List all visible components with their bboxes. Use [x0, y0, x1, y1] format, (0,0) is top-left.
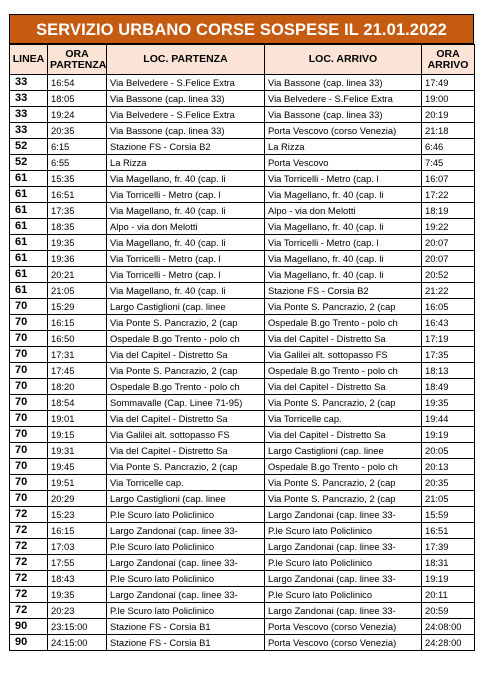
- cell-loc-partenza: Via Bassone (cap. linea 33): [107, 123, 265, 139]
- cell-ora-arrivo: 17:39: [422, 539, 475, 555]
- cell-loc-arrivo: Via Ponte S. Pancrazio, 2 (cap: [265, 491, 422, 507]
- cell-loc-partenza: Sommavalle (Cap. Linee 71-95): [107, 395, 265, 411]
- cell-linea: 61: [10, 171, 48, 187]
- cell-loc-arrivo: Ospedale B.go Trento - polo ch: [265, 315, 422, 331]
- cell-loc-partenza: Via Magellano, fr. 40 (cap. li: [107, 203, 265, 219]
- cell-ora-arrivo: 17:35: [422, 347, 475, 363]
- cell-loc-arrivo: Via Magellano, fr. 40 (cap. li: [265, 187, 422, 203]
- cell-ora-partenza: 16:50: [48, 331, 107, 347]
- cell-ora-arrivo: 21:05: [422, 491, 475, 507]
- table-row: [10, 427, 475, 443]
- cell-ora-partenza: 17:55: [48, 555, 107, 571]
- cell-ora-arrivo: 16:05: [422, 299, 475, 315]
- table-row: [10, 555, 475, 571]
- table-row: [10, 75, 475, 91]
- cell-ora-partenza: 20:21: [48, 267, 107, 283]
- table-row: [10, 219, 475, 235]
- cell-linea: 52: [10, 155, 48, 171]
- cell-linea: 61: [10, 219, 48, 235]
- cell-loc-arrivo: Porta Vescovo (corso Venezia): [265, 619, 422, 635]
- cell-linea: 70: [10, 299, 48, 315]
- cell-ora-partenza: 18:54: [48, 395, 107, 411]
- cell-ora-partenza: 19:35: [48, 235, 107, 251]
- cell-ora-arrivo: 20:13: [422, 459, 475, 475]
- table-row: [10, 379, 475, 395]
- cell-loc-partenza: Via Ponte S. Pancrazio, 2 (cap: [107, 363, 265, 379]
- cell-ora-partenza: 19:24: [48, 107, 107, 123]
- table-row: [10, 283, 475, 299]
- cell-ora-arrivo: 20:35: [422, 475, 475, 491]
- cell-ora-partenza: 21:05: [48, 283, 107, 299]
- table-row: [10, 491, 475, 507]
- cell-ora-arrivo: 17:49: [422, 75, 475, 91]
- cell-ora-arrivo: 19:00: [422, 91, 475, 107]
- table-row: [10, 299, 475, 315]
- schedule-document: [9, 14, 474, 651]
- cell-loc-partenza: Stazione FS - Corsia B1: [107, 619, 265, 635]
- cell-loc-arrivo: Via Ponte S. Pancrazio, 2 (cap: [265, 395, 422, 411]
- cell-ora-arrivo: 6:46: [422, 139, 475, 155]
- cell-loc-partenza: Alpo - via don Melotti: [107, 219, 265, 235]
- table-row: [10, 395, 475, 411]
- cell-ora-arrivo: 7:45: [422, 155, 475, 171]
- cell-loc-arrivo: Via Magellano, fr. 40 (cap. li: [265, 251, 422, 267]
- cell-ora-arrivo: 19:19: [422, 427, 475, 443]
- cell-loc-partenza: Largo Castiglioni (cap. linee: [107, 299, 265, 315]
- cell-ora-arrivo: 17:22: [422, 187, 475, 203]
- cell-ora-arrivo: 20:59: [422, 603, 475, 619]
- cell-loc-partenza: P.le Scuro lato Policlinico: [107, 539, 265, 555]
- table-row: [10, 107, 475, 123]
- cell-ora-arrivo: 18:31: [422, 555, 475, 571]
- cell-ora-arrivo: 20:07: [422, 251, 475, 267]
- cell-loc-arrivo: Via Ponte S. Pancrazio, 2 (cap: [265, 475, 422, 491]
- cell-linea: 72: [10, 603, 48, 619]
- table-row: [10, 619, 475, 635]
- cell-loc-partenza: P.le Scuro lato Policlinico: [107, 571, 265, 587]
- cell-ora-arrivo: 18:13: [422, 363, 475, 379]
- cell-linea: 90: [10, 619, 48, 635]
- cell-loc-partenza: Via Belvedere - S.Felice Extra: [107, 107, 265, 123]
- cell-linea: 70: [10, 395, 48, 411]
- cell-ora-arrivo: 20:11: [422, 587, 475, 603]
- cell-ora-arrivo: 24:28:00: [422, 635, 475, 651]
- cell-loc-arrivo: Via Torricelli - Metro (cap. l: [265, 235, 422, 251]
- cell-ora-partenza: 20:23: [48, 603, 107, 619]
- cell-ora-partenza: 23:15:00: [48, 619, 107, 635]
- cell-linea: 70: [10, 491, 48, 507]
- cell-linea: 70: [10, 363, 48, 379]
- cell-loc-arrivo: Largo Castiglioni (cap. linee: [265, 443, 422, 459]
- table-row: [10, 91, 475, 107]
- cell-loc-partenza: Via Ponte S. Pancrazio, 2 (cap: [107, 459, 265, 475]
- cell-ora-partenza: 18:35: [48, 219, 107, 235]
- cell-linea: 70: [10, 379, 48, 395]
- cell-linea: 72: [10, 555, 48, 571]
- cell-loc-arrivo: Porta Vescovo (corso Venezia): [265, 123, 422, 139]
- cell-ora-partenza: 17:45: [48, 363, 107, 379]
- document-title: SERVIZIO URBANO CORSE SOSPESE IL 21.01.2022: [9, 14, 474, 44]
- cell-loc-partenza: Via Galilei alt. sottopasso FS: [107, 427, 265, 443]
- cell-loc-partenza: Stazione FS - Corsia B1: [107, 635, 265, 651]
- table-row: [10, 635, 475, 651]
- cell-loc-partenza: Via Torricelli - Metro (cap. l: [107, 267, 265, 283]
- header-loc-partenza: LOC. PARTENZA: [107, 45, 265, 75]
- cell-ora-partenza: 19:15: [48, 427, 107, 443]
- cell-loc-arrivo: P.le Scuro lato Policlinico: [265, 523, 422, 539]
- table-row: [10, 507, 475, 523]
- cell-loc-partenza: Largo Zandonai (cap. linee 33-: [107, 555, 265, 571]
- cell-ora-partenza: 18:20: [48, 379, 107, 395]
- table-row: [10, 443, 475, 459]
- cell-loc-partenza: Via Magellano, fr. 40 (cap. li: [107, 171, 265, 187]
- cell-loc-arrivo: Via Magellano, fr. 40 (cap. li: [265, 267, 422, 283]
- cell-ora-partenza: 19:45: [48, 459, 107, 475]
- cell-ora-arrivo: 16:51: [422, 523, 475, 539]
- cell-ora-arrivo: 16:07: [422, 171, 475, 187]
- table-row: [10, 587, 475, 603]
- table-row: [10, 235, 475, 251]
- cell-loc-arrivo: Largo Zandonai (cap. linee 33-: [265, 603, 422, 619]
- table-row: [10, 539, 475, 555]
- cell-linea: 52: [10, 139, 48, 155]
- cell-linea: 33: [10, 107, 48, 123]
- cell-linea: 72: [10, 507, 48, 523]
- cell-ora-partenza: 16:51: [48, 187, 107, 203]
- cell-loc-arrivo: Via Torricelli - Metro (cap. l: [265, 171, 422, 187]
- cell-loc-partenza: Via Bassone (cap. linea 33): [107, 91, 265, 107]
- cell-loc-arrivo: Ospedale B.go Trento - polo ch: [265, 459, 422, 475]
- cell-ora-partenza: 15:35: [48, 171, 107, 187]
- cell-ora-arrivo: 16:43: [422, 315, 475, 331]
- cell-loc-partenza: Via del Capitel - Distretto Sa: [107, 347, 265, 363]
- cell-ora-partenza: 19:31: [48, 443, 107, 459]
- suspended-runs-table: [9, 44, 475, 651]
- cell-loc-arrivo: Ospedale B.go Trento - polo ch: [265, 363, 422, 379]
- cell-ora-arrivo: 19:22: [422, 219, 475, 235]
- cell-linea: 33: [10, 91, 48, 107]
- cell-ora-partenza: 18:43: [48, 571, 107, 587]
- table-row: [10, 123, 475, 139]
- cell-loc-partenza: Stazione FS - Corsia B2: [107, 139, 265, 155]
- cell-ora-partenza: 20:35: [48, 123, 107, 139]
- cell-ora-partenza: 6:15: [48, 139, 107, 155]
- cell-ora-arrivo: 20:52: [422, 267, 475, 283]
- cell-linea: 70: [10, 411, 48, 427]
- cell-linea: 61: [10, 283, 48, 299]
- cell-loc-partenza: Via Torricelli - Metro (cap. l: [107, 187, 265, 203]
- cell-loc-partenza: Ospedale B.go Trento - polo ch: [107, 379, 265, 395]
- cell-loc-partenza: Via Torricelli - Metro (cap. l: [107, 251, 265, 267]
- cell-ora-arrivo: 24:08:00: [422, 619, 475, 635]
- cell-ora-partenza: 17:03: [48, 539, 107, 555]
- table-row: [10, 347, 475, 363]
- cell-ora-arrivo: 21:18: [422, 123, 475, 139]
- cell-ora-arrivo: 20:19: [422, 107, 475, 123]
- cell-linea: 70: [10, 347, 48, 363]
- table-row: [10, 331, 475, 347]
- cell-loc-partenza: Via del Capitel - Distretto Sa: [107, 411, 265, 427]
- table-header-row: [10, 45, 475, 75]
- cell-linea: 33: [10, 75, 48, 91]
- cell-loc-arrivo: P.le Scuro lato Policlinico: [265, 555, 422, 571]
- cell-loc-arrivo: Via Torricelle cap.: [265, 411, 422, 427]
- table-row: [10, 155, 475, 171]
- cell-loc-partenza: La Rizza: [107, 155, 265, 171]
- cell-linea: 61: [10, 203, 48, 219]
- cell-loc-partenza: Via Magellano, fr. 40 (cap. li: [107, 283, 265, 299]
- cell-loc-partenza: Via Ponte S. Pancrazio, 2 (cap: [107, 315, 265, 331]
- cell-ora-arrivo: 18:19: [422, 203, 475, 219]
- cell-loc-arrivo: Porta Vescovo: [265, 155, 422, 171]
- cell-loc-partenza: Via Magellano, fr. 40 (cap. li: [107, 235, 265, 251]
- table-row: [10, 603, 475, 619]
- cell-ora-partenza: 19:35: [48, 587, 107, 603]
- header-ora-arrivo: ORA ARRIVO: [422, 45, 475, 75]
- cell-linea: 33: [10, 123, 48, 139]
- cell-ora-partenza: 17:31: [48, 347, 107, 363]
- cell-loc-arrivo: Via Galilei alt. sottopasso FS: [265, 347, 422, 363]
- table-row: [10, 411, 475, 427]
- cell-linea: 61: [10, 267, 48, 283]
- cell-ora-partenza: 15:29: [48, 299, 107, 315]
- table-row: [10, 475, 475, 491]
- cell-ora-partenza: 19:36: [48, 251, 107, 267]
- table-row: [10, 363, 475, 379]
- cell-loc-partenza: Via Torricelle cap.: [107, 475, 265, 491]
- header-linea: LINEA: [10, 45, 48, 75]
- cell-ora-arrivo: 17:19: [422, 331, 475, 347]
- table-row: [10, 315, 475, 331]
- cell-loc-partenza: P.le Scuro lato Policlinico: [107, 507, 265, 523]
- table-row: [10, 267, 475, 283]
- cell-loc-partenza: Largo Castiglioni (cap. linee: [107, 491, 265, 507]
- cell-loc-arrivo: P.le Scuro lato Policlinico: [265, 587, 422, 603]
- cell-loc-arrivo: Via Bassone (cap. linea 33): [265, 75, 422, 91]
- cell-ora-partenza: 16:54: [48, 75, 107, 91]
- cell-loc-arrivo: La Rizza: [265, 139, 422, 155]
- cell-loc-partenza: Via del Capitel - Distretto Sa: [107, 443, 265, 459]
- cell-ora-arrivo: 15:59: [422, 507, 475, 523]
- cell-ora-partenza: 16:15: [48, 523, 107, 539]
- cell-linea: 70: [10, 459, 48, 475]
- cell-loc-arrivo: Via Magellano, fr. 40 (cap. li: [265, 219, 422, 235]
- cell-linea: 70: [10, 315, 48, 331]
- cell-linea: 70: [10, 475, 48, 491]
- cell-loc-arrivo: Via del Capitel - Distretto Sa: [265, 427, 422, 443]
- cell-loc-arrivo: Largo Zandonai (cap. linee 33-: [265, 571, 422, 587]
- cell-ora-arrivo: 20:05: [422, 443, 475, 459]
- header-loc-arrivo: LOC. ARRIVO: [265, 45, 422, 75]
- cell-linea: 72: [10, 523, 48, 539]
- cell-loc-arrivo: Via Belvedere - S.Felice Extra: [265, 91, 422, 107]
- cell-ora-arrivo: 18:49: [422, 379, 475, 395]
- cell-linea: 61: [10, 235, 48, 251]
- cell-loc-arrivo: Stazione FS - Corsia B2: [265, 283, 422, 299]
- cell-loc-partenza: Largo Zandonai (cap. linee 33-: [107, 587, 265, 603]
- table-row: [10, 171, 475, 187]
- table-row: [10, 571, 475, 587]
- cell-loc-arrivo: Largo Zandonai (cap. linee 33-: [265, 507, 422, 523]
- cell-linea: 72: [10, 539, 48, 555]
- cell-loc-arrivo: Porta Vescovo (corso Venezia): [265, 635, 422, 651]
- table-row: [10, 139, 475, 155]
- cell-loc-arrivo: Largo Zandonai (cap. linee 33-: [265, 539, 422, 555]
- cell-loc-partenza: Via Belvedere - S.Felice Extra: [107, 75, 265, 91]
- cell-ora-partenza: 19:01: [48, 411, 107, 427]
- cell-ora-partenza: 19:51: [48, 475, 107, 491]
- cell-loc-partenza: Largo Zandonai (cap. linee 33-: [107, 523, 265, 539]
- header-ora-partenza: ORA PARTENZA: [48, 45, 107, 75]
- cell-ora-partenza: 16:15: [48, 315, 107, 331]
- cell-linea: 90: [10, 635, 48, 651]
- cell-ora-partenza: 15:23: [48, 507, 107, 523]
- cell-linea: 70: [10, 427, 48, 443]
- table-row: [10, 203, 475, 219]
- cell-linea: 61: [10, 251, 48, 267]
- table-row: [10, 251, 475, 267]
- cell-loc-arrivo: Alpo - via don Melotti: [265, 203, 422, 219]
- cell-ora-partenza: 18:05: [48, 91, 107, 107]
- cell-loc-arrivo: Via del Capitel - Distretto Sa: [265, 379, 422, 395]
- cell-linea: 72: [10, 587, 48, 603]
- cell-ora-arrivo: 19:35: [422, 395, 475, 411]
- cell-loc-arrivo: Via Ponte S. Pancrazio, 2 (cap: [265, 299, 422, 315]
- table-row: [10, 459, 475, 475]
- cell-ora-partenza: 17:35: [48, 203, 107, 219]
- cell-linea: 61: [10, 187, 48, 203]
- table-row: [10, 187, 475, 203]
- cell-ora-arrivo: 19:44: [422, 411, 475, 427]
- cell-ora-arrivo: 20:07: [422, 235, 475, 251]
- cell-linea: 72: [10, 571, 48, 587]
- cell-loc-arrivo: Via del Capitel - Distretto Sa: [265, 331, 422, 347]
- cell-ora-partenza: 24:15:00: [48, 635, 107, 651]
- cell-loc-partenza: Ospedale B.go Trento - polo ch: [107, 331, 265, 347]
- cell-loc-arrivo: Via Bassone (cap. linea 33): [265, 107, 422, 123]
- cell-ora-partenza: 20:29: [48, 491, 107, 507]
- cell-ora-arrivo: 19:19: [422, 571, 475, 587]
- table-row: [10, 523, 475, 539]
- cell-ora-arrivo: 21:22: [422, 283, 475, 299]
- cell-ora-partenza: 6:55: [48, 155, 107, 171]
- cell-linea: 70: [10, 443, 48, 459]
- cell-linea: 70: [10, 331, 48, 347]
- cell-loc-partenza: P.le Scuro lato Policlinico: [107, 603, 265, 619]
